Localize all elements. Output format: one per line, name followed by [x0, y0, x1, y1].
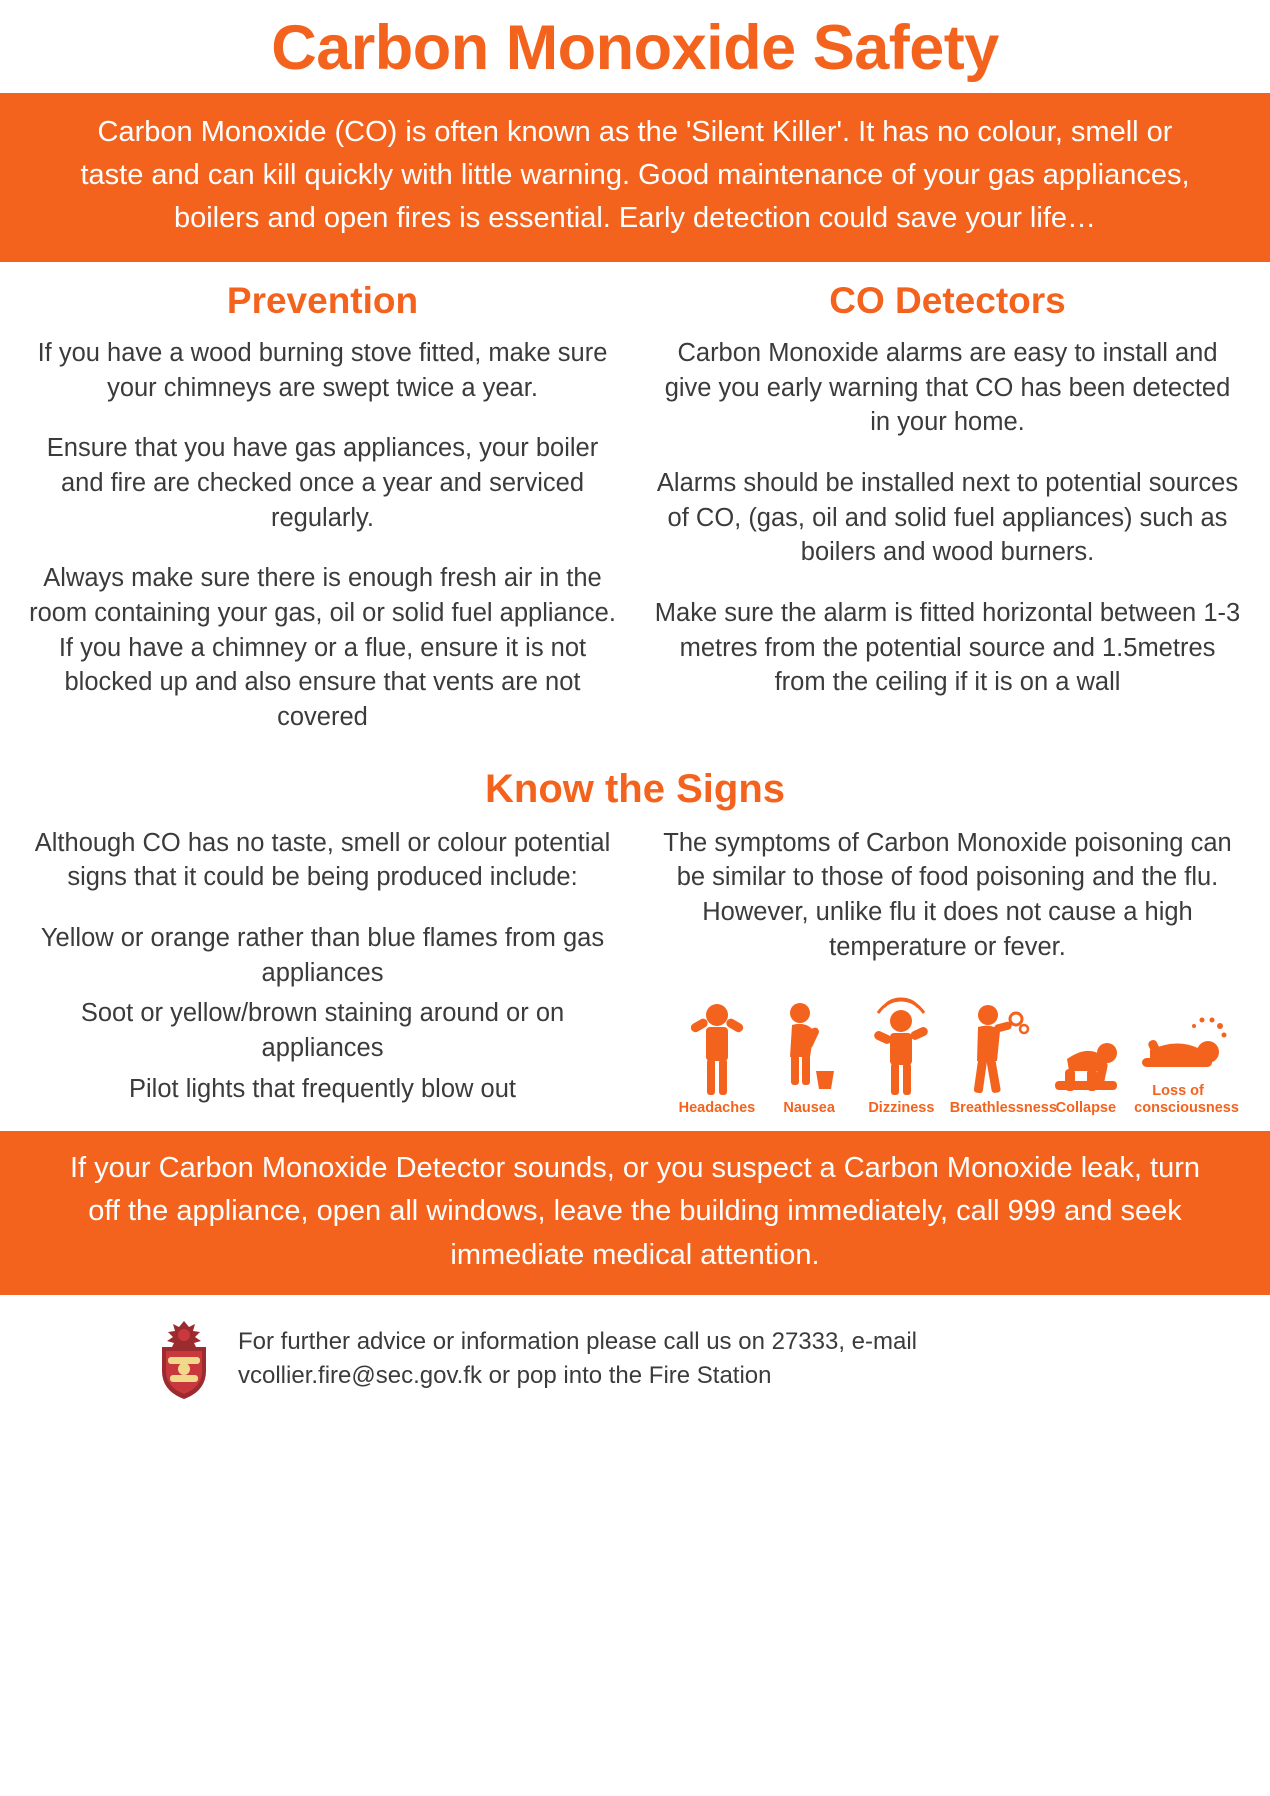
loss-of-consciousness-figure-icon — [1134, 980, 1230, 1080]
footer-contact-text — [238, 1325, 917, 1393]
collapse-figure-icon — [1043, 997, 1129, 1097]
signs-paragraph-2: Yellow or orange rather than blue flames from gas appliances — [40, 924, 605, 987]
symptoms-paragraph: The symptoms of Carbon Monoxide poisoning can be similar to those of food poisoning and the flu. However, unlike flu it does not cause a high temperature or fever. — [663, 828, 1232, 961]
symptom-label-nausea: Nausea — [783, 1100, 835, 1117]
co-detectors-column — [635, 262, 1260, 761]
symptom-figures-row — [653, 970, 1242, 1116]
falkland-islands-fire-and-rescue-service-crest-icon — [150, 1317, 218, 1401]
prevention-paragraph-3: Always make sure there is enough fresh air in the room containing your gas, oil or solid fuel appliance. If you have a chimney or a flue, ensure it is not blocked up and also ensure that vents are not covered — [29, 564, 616, 732]
dizziness-figure-icon — [862, 997, 940, 1097]
two-column-section — [0, 262, 1270, 761]
signs-paragraph-3: Soot or yellow/brown staining around or on appliances — [80, 999, 565, 1063]
symptom-figure-dizziness — [857, 997, 945, 1117]
symptom-figure-breathlessness — [949, 997, 1057, 1117]
symptom-label-breathlessness: Breathlessness — [949, 1100, 1057, 1117]
prevention-heading: Prevention — [226, 280, 419, 322]
signs-left-column — [10, 826, 635, 1117]
symptom-label-dizziness: Dizziness — [868, 1100, 935, 1117]
nausea-figure-icon — [778, 997, 840, 1097]
symptom-figure-collapse — [1042, 997, 1130, 1117]
intro-banner: Carbon Monoxide (CO) is often known as the 'Silent Killer'. It has no colour, smell or taste and can kill quickly with little warning. Good maintenance of your gas appliances, boilers and open fires is essential. Early detection could save your life… — [0, 93, 1270, 262]
detectors-paragraph-3: Make sure the alarm is fitted horizontal between 1-3 metres from the potential source and 1.5metres from the ceiling if it is on a wall — [654, 599, 1241, 697]
symptom-figure-headaches — [673, 997, 761, 1117]
symptom-label-headaches: Headaches — [678, 1100, 756, 1117]
symptom-figure-loss-of-consciousness — [1134, 980, 1239, 1117]
prevention-paragraph-1: If you have a wood burning stove fitted, make sure your chimneys are swept twice a year. — [37, 339, 608, 402]
detectors-paragraph-1: Carbon Monoxide alarms are easy to install and give you early warning that CO has been detected in your home. — [664, 339, 1231, 437]
prevention-column — [10, 262, 635, 761]
signs-paragraph-1: Although CO has no taste, smell or colour potential signs that it could be being produced include: — [34, 828, 611, 892]
footer-line-2: vcollier.fire@sec.gov.fk or pop into the Fire Station — [238, 1362, 772, 1390]
know-the-signs-section — [0, 826, 1270, 1117]
signs-paragraph-4: Pilot lights that frequently blow out — [129, 1074, 516, 1103]
symptom-figure-nausea — [765, 997, 853, 1117]
signs-right-column — [635, 826, 1260, 1117]
co-detectors-heading: CO Detectors — [829, 280, 1066, 322]
footer — [0, 1295, 1270, 1401]
emergency-alert-banner: If your Carbon Monoxide Detector sounds, or you suspect a Carbon Monoxide leak, turn off the appliance, open all windows, leave the building immediately, call 999 and seek immediate medical attention. — [0, 1131, 1270, 1296]
symptom-label-collapse: Collapse — [1055, 1100, 1117, 1117]
breathlessness-figure-icon — [958, 997, 1030, 1097]
detectors-paragraph-2: Alarms should be installed next to potential sources of CO, (gas, oil and solid fuel appliances) such as boilers and wood burners. — [656, 469, 1239, 567]
symptom-label-loss-of-consciousness: Loss of consciousness — [1134, 1083, 1239, 1117]
prevention-paragraph-2: Ensure that you have gas appliances, your boiler and fire are checked once a year and serviced regularly. — [46, 434, 599, 532]
footer-line-1: For further advice or information please call us on 27333, e-mail — [238, 1328, 918, 1356]
know-the-signs-heading: Know the Signs — [485, 766, 785, 811]
page-title: Carbon Monoxide Safety — [271, 13, 999, 83]
headache-figure-icon — [686, 997, 748, 1097]
